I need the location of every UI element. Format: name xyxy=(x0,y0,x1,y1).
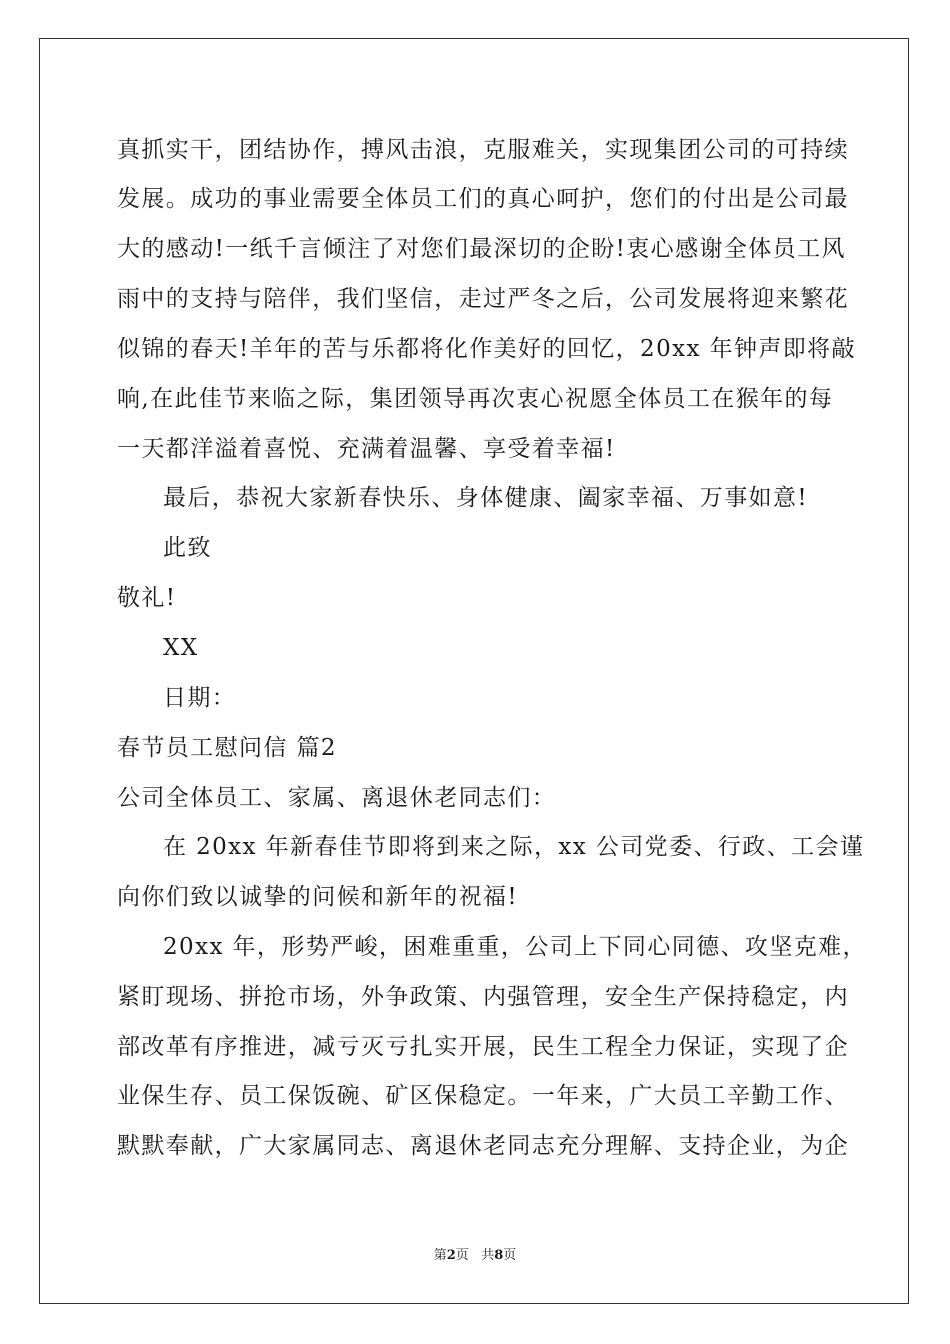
paragraph-line: 雨中的支持与陪伴，我们坚信，走过严冬之后，公司发展将迎来繁花 xyxy=(117,286,849,312)
total-prefix: 共 xyxy=(481,1248,495,1263)
letter-greeting: 公司全体员工、家属、离退休老同志们： xyxy=(117,785,557,811)
section-title: 春节员工慰问信 篇2 xyxy=(117,735,337,761)
page-mid: 页 xyxy=(455,1248,469,1263)
paragraph-line: 发展。成功的事业需要全体员工们的真心呵护，您们的付出是公司最 xyxy=(117,186,849,212)
salutation-jingli: 敬礼! xyxy=(117,585,177,611)
paragraph-line: 20xx 年，形势严峻，困难重重，公司上下同心同德、攻坚克难， xyxy=(163,934,867,960)
page-current: 2 xyxy=(446,1248,456,1263)
paragraph-line: 在 20xx 年新春佳节即将到来之际，xx 公司党委、行政、工会谨 xyxy=(163,834,865,860)
signature: XX xyxy=(163,635,199,661)
total-suffix: 页 xyxy=(503,1248,517,1263)
paragraph-line: 部改革有序推进，减亏灭亏扎实开展，民生工程全力保证，实现了企 xyxy=(117,1034,849,1060)
paragraph-line: 默默奉献，广大家属同志、离退休老同志充分理解、支持企业，为企 xyxy=(117,1133,849,1159)
paragraph-line: 业保生存、员工保饭碗、矿区保稳定。一年来，广大员工辛勤工作、 xyxy=(117,1083,849,1109)
page-prefix: 第 xyxy=(433,1248,447,1263)
page-number-footer xyxy=(0,1247,950,1265)
paragraph-line: 大的感动!一纸千言倾注了对您们最深切的企盼!衷心感谢全体员工风 xyxy=(117,236,846,262)
paragraph-line: 紧盯现场、拼抢市场，外争政策、内强管理，安全生产保持稳定，内 xyxy=(117,984,849,1010)
paragraph-line: 响,在此佳节来临之际，集团领导再次衷心祝愿全体员工在猴年的每 xyxy=(117,386,834,412)
date-label: 日期： xyxy=(163,685,237,711)
closing-wish: 最后，恭祝大家新春快乐、身体健康、阖家幸福、万事如意! xyxy=(163,485,809,511)
paragraph-line: 一天都洋溢着喜悦、充满着温馨、享受着幸福! xyxy=(117,436,616,462)
page-border xyxy=(39,38,909,1304)
paragraph-line: 似锦的春天!羊年的苦与乐都将化作美好的回忆，20xx 年钟声即将敲 xyxy=(117,336,856,362)
paragraph-line: 向你们致以诚挚的问候和新年的祝福! xyxy=(117,884,519,910)
salutation-cizhi: 此致 xyxy=(163,535,212,561)
page-total: 8 xyxy=(494,1248,504,1263)
paragraph-line: 真抓实干，团结协作，搏风击浪，克服难关，实现集团公司的可持续 xyxy=(117,137,849,163)
